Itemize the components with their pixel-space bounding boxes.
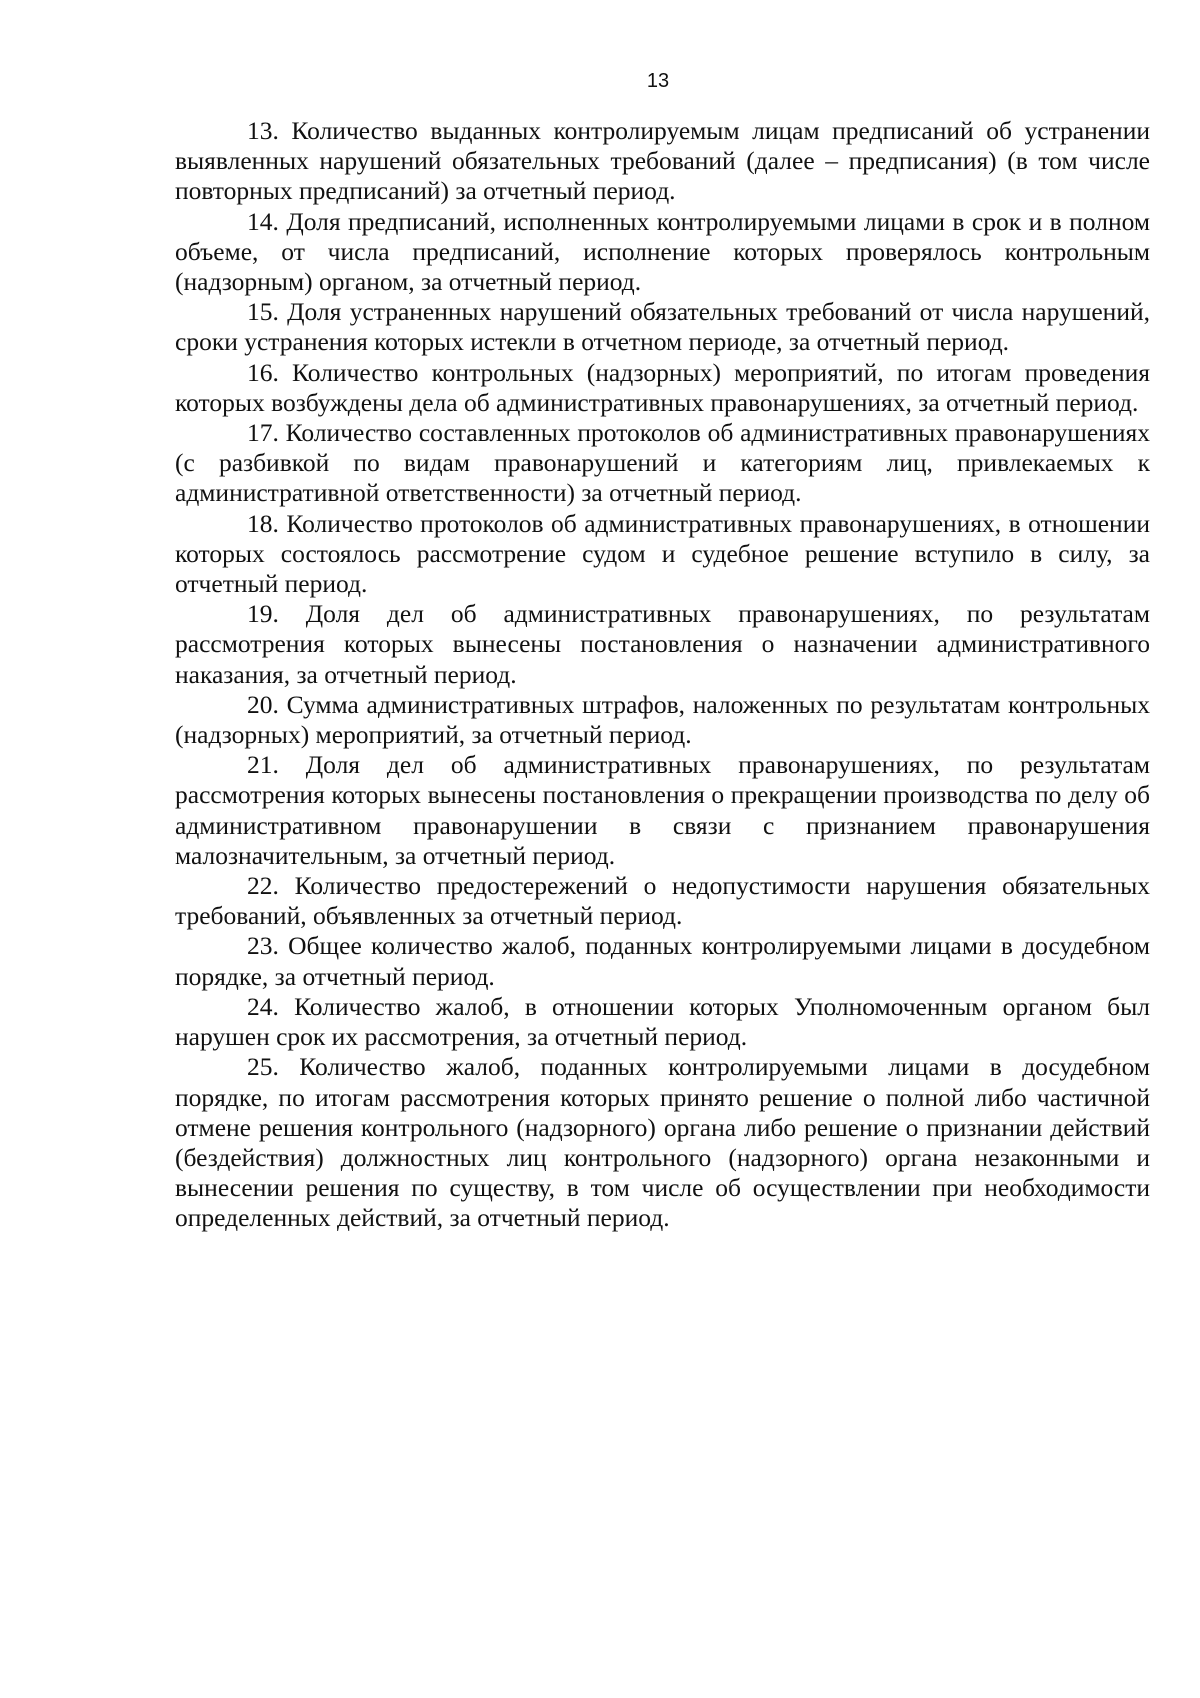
document-body xyxy=(175,116,1150,1234)
list-item-17: 17. Количество составленных протоколов об административных правонарушениях (с разбивкой по видам правонарушений и категориям лиц, привлекаемых к административной ответственности) за отчетный период. xyxy=(175,418,1150,508)
list-item-14: 14. Доля предписаний, исполненных контролируемыми лицами в срок и в полном объеме, от числа предписаний, исполнение которых проверялось контрольным (надзорным) органом, за отчетный период. xyxy=(175,206,1150,297)
list-item-20: 20. Сумма административных штрафов, наложенных по результатам контрольных (надзорных) мероприятий, за отчетный период. xyxy=(175,689,1150,750)
list-item-25: 25. Количество жалоб, поданных контролируемыми лицами в досудебном порядке, по итогам рассмотрения которых принято решение о полной либо частичной отмене решения контрольного (надзорного) органа либо решение о признании действий (бездействия) должностных лиц контрольного (надзорного) органа незаконными и вынесении решения по существу, в том числе об осуществлении при необходимости определенных действий, за отчетный период. xyxy=(175,1052,1150,1233)
list-item-13: 13. Количество выданных контролируемым лицам предписаний об устранении выявленных нарушений обязательных требований (далее – предписания) (в том числе повторных предписаний) за отчетный период. xyxy=(175,116,1150,206)
list-item-18: 18. Количество протоколов об административных правонарушениях, в отношении которых состоялось рассмотрение судом и судебное решение вступило в силу, за отчетный период. xyxy=(175,508,1150,599)
list-item-22: 22. Количество предостережений о недопустимости нарушения обязательных требований, объявленных за отчетный период. xyxy=(175,871,1150,931)
list-item-15: 15. Доля устраненных нарушений обязательных требований от числа нарушений, сроки устранения которых истекли в отчетном периоде, за отчетный период. xyxy=(175,297,1150,357)
list-item-21: 21. Доля дел об административных правонарушениях, по результатам рассмотрения которых вынесены постановления о прекращении производства по делу об административном правонарушении в связи с признанием правонарушения малозначительным, за отчетный период. xyxy=(175,750,1150,870)
list-item-16: 16. Количество контрольных (надзорных) мероприятий, по итогам проведения которых возбуждены дела об административных правонарушениях, за отчетный период. xyxy=(175,357,1150,417)
list-item-23: 23. Общее количество жалоб, поданных контролируемыми лицами в досудебном порядке, за отчетный период. xyxy=(175,931,1150,991)
page-number: 13 xyxy=(646,70,670,92)
list-item-19: 19. Доля дел об административных правонарушениях, по результатам рассмотрения которых вынесены постановления о назначении административного наказания, за отчетный период. xyxy=(175,599,1150,689)
list-item-24: 24. Количество жалоб, в отношении которых Уполномоченным органом был нарушен срок их рассмотрения, за отчетный период. xyxy=(175,991,1150,1052)
